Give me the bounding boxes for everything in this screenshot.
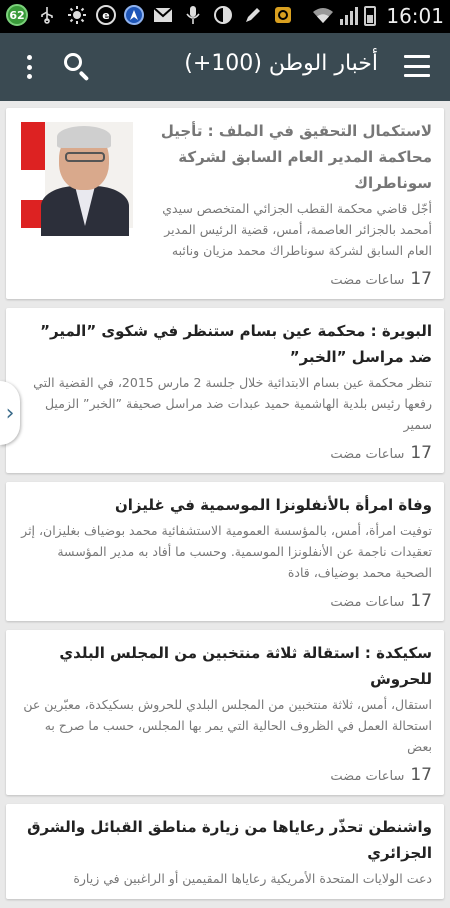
article-time-label: ساعات مضت: [330, 273, 405, 288]
notification-badge: 62: [6, 4, 28, 26]
article-time-number: 17: [410, 269, 432, 289]
article-thumbnail: [21, 122, 133, 228]
article-time: [18, 591, 432, 611]
drawer-handle[interactable]: ›: [0, 381, 20, 445]
e-app-icon: e: [96, 5, 116, 25]
mail-icon: [152, 4, 174, 26]
status-bar-system: [312, 4, 444, 28]
article-title: البويرة : محكمة عين بسام ستنظر في شكوى ”المير” ضد مراسل ”الخبر”: [40, 322, 432, 366]
menu-icon[interactable]: [404, 55, 430, 77]
news-feed: [6, 108, 444, 908]
article-time-number: 17: [410, 591, 432, 611]
brightness-icon: [66, 4, 88, 26]
contrast-icon: [212, 4, 234, 26]
article-time-label: ساعات مضت: [330, 595, 405, 610]
article-title: وفاة امرأة بالأنفلونزا الموسمية في غليزان: [114, 496, 432, 514]
article-time: [18, 443, 432, 463]
mic-icon: [182, 4, 204, 26]
pencil-icon: [242, 4, 264, 26]
usb-icon: [36, 4, 58, 26]
article-time: [18, 765, 432, 785]
more-vert-icon[interactable]: [24, 55, 34, 79]
article-summary: دعت الولايات المتحدة الأمريكية رعاياها المقيمين أو الراغبين في زيارة: [73, 871, 432, 886]
status-bar: [0, 0, 450, 33]
article-summary: أجّل قاضي محكمة القطب الجزائي المتخصص سيدي أمحمد بالجزائر العاصمة، أمس، قضية الرئيس المدير العام السابق لشركة سوناطراك محمد مزيان ونائبه: [162, 201, 432, 258]
news-card[interactable]: [6, 630, 444, 795]
battery-icon: [364, 6, 376, 26]
article-title: سكيكدة : استقالة ثلاثة منتخبين من المجلس البلدي للحروش: [59, 644, 432, 688]
article-title: واشنطن تحذّر رعاياها من زيارة مناطق القبائل والشرق الجزائري: [27, 818, 432, 862]
app-bar: [0, 33, 450, 101]
article-time-label: ساعات مضت: [330, 447, 405, 462]
article-time-number: 17: [410, 765, 432, 785]
news-card[interactable]: [6, 482, 444, 621]
article-time: [142, 269, 432, 289]
article-title: لاستكمال التحقيق في الملف : تأجيل محاكمة المدير العام السابق لشركة سوناطراك: [160, 122, 432, 192]
cross-app-icon: [272, 4, 294, 26]
news-card[interactable]: [6, 108, 444, 299]
clock: 16:01: [386, 4, 444, 28]
article-summary: توفيت امرأة، أمس، بالمؤسسة العمومية الاستشفائية محمد بوضياف بغليزان، إثر تعقيدات ناجمة عن الأنفلونزا الموسمية. وحسب ما أفاد به مدير المؤسسة الصحية محمد بوضياف، قادة: [21, 523, 432, 580]
app-title: أخبار الوطن (100+): [184, 51, 378, 76]
article-time-number: 17: [410, 443, 432, 463]
article-summary: استقال، أمس، ثلاثة منتخبين من المجلس البلدي للحروش بسكيكدة، معبّرين عن استحالة العمل في الظروف الحالية التي يمر بها المجلس، حسب ما صرح به بعض: [23, 697, 432, 754]
article-summary: تنظر محكمة عين بسام الابتدائية خلال جلسة 2 مارس 2015، في القضية التي رفعها رئيس بلدية الهاشمية حميد عبدات ضد مراسل صحيفة ”الخبر” الزميل سمير: [33, 375, 432, 432]
search-icon[interactable]: [62, 51, 92, 81]
news-card[interactable]: [6, 308, 444, 473]
location-app-icon: [124, 5, 144, 25]
article-time-label: ساعات مضت: [330, 769, 405, 784]
signal-icon: [340, 7, 358, 25]
status-bar-notifications: [6, 4, 294, 26]
news-card[interactable]: [6, 804, 444, 899]
wifi-icon: [312, 5, 334, 27]
